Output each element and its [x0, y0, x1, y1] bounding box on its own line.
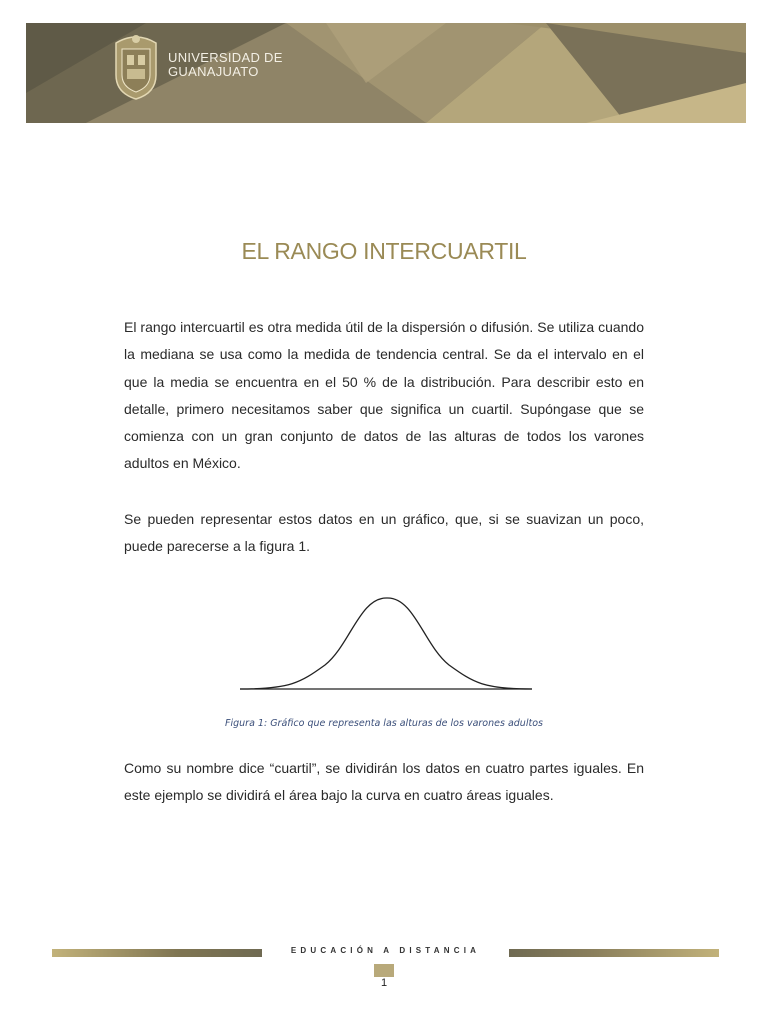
figure-caption: Figura 1: Gráfico que representa las alturas de los varones adultos — [225, 718, 543, 729]
page-title: EL RANGO INTERCUARTIL — [241, 238, 527, 264]
institution-line-2: GUANAJUATO — [168, 64, 259, 79]
footer-bar-right — [509, 949, 719, 957]
bell-curve-figure — [230, 585, 540, 695]
footer-label: EDUCACIÓN A DISTANCIA — [290, 946, 481, 955]
paragraph-quartile: Como su nombre dice “cuartil”, se dividirán los datos en cuatro partes iguales. En este ejemplo se dividirá el área bajo la curva en cuatro áreas iguales. — [124, 760, 644, 804]
bell-curve-line — [240, 598, 532, 689]
footer-bar-left — [52, 949, 262, 957]
page-number: 1 — [380, 977, 388, 989]
paragraph-intro: El rango intercuartil es otra medida útil de la dispersión o difusión. Se utiliza cuando la mediana se usa como la medida de tendencia central. Se da el intervalo en el que la media se encuentra en el 50 % de la distribución. Para describir esto en detalle, primero necesitamos saber que significa un cuartil. Supóngase que se comienza con un gran conjunto de datos de las alturas de todos los varones adultos en México. — [124, 319, 644, 472]
university-seal-icon — [110, 31, 162, 101]
institution-line-1: UNIVERSIDAD DE — [168, 50, 283, 65]
institution-name — [168, 51, 283, 79]
header-banner — [26, 23, 746, 123]
paragraph-graph: Se pueden representar estos datos en un gráfico, que, si se suavizan un poco, puede parecerse a la figura 1. — [124, 511, 644, 555]
page-number-box — [374, 964, 394, 977]
